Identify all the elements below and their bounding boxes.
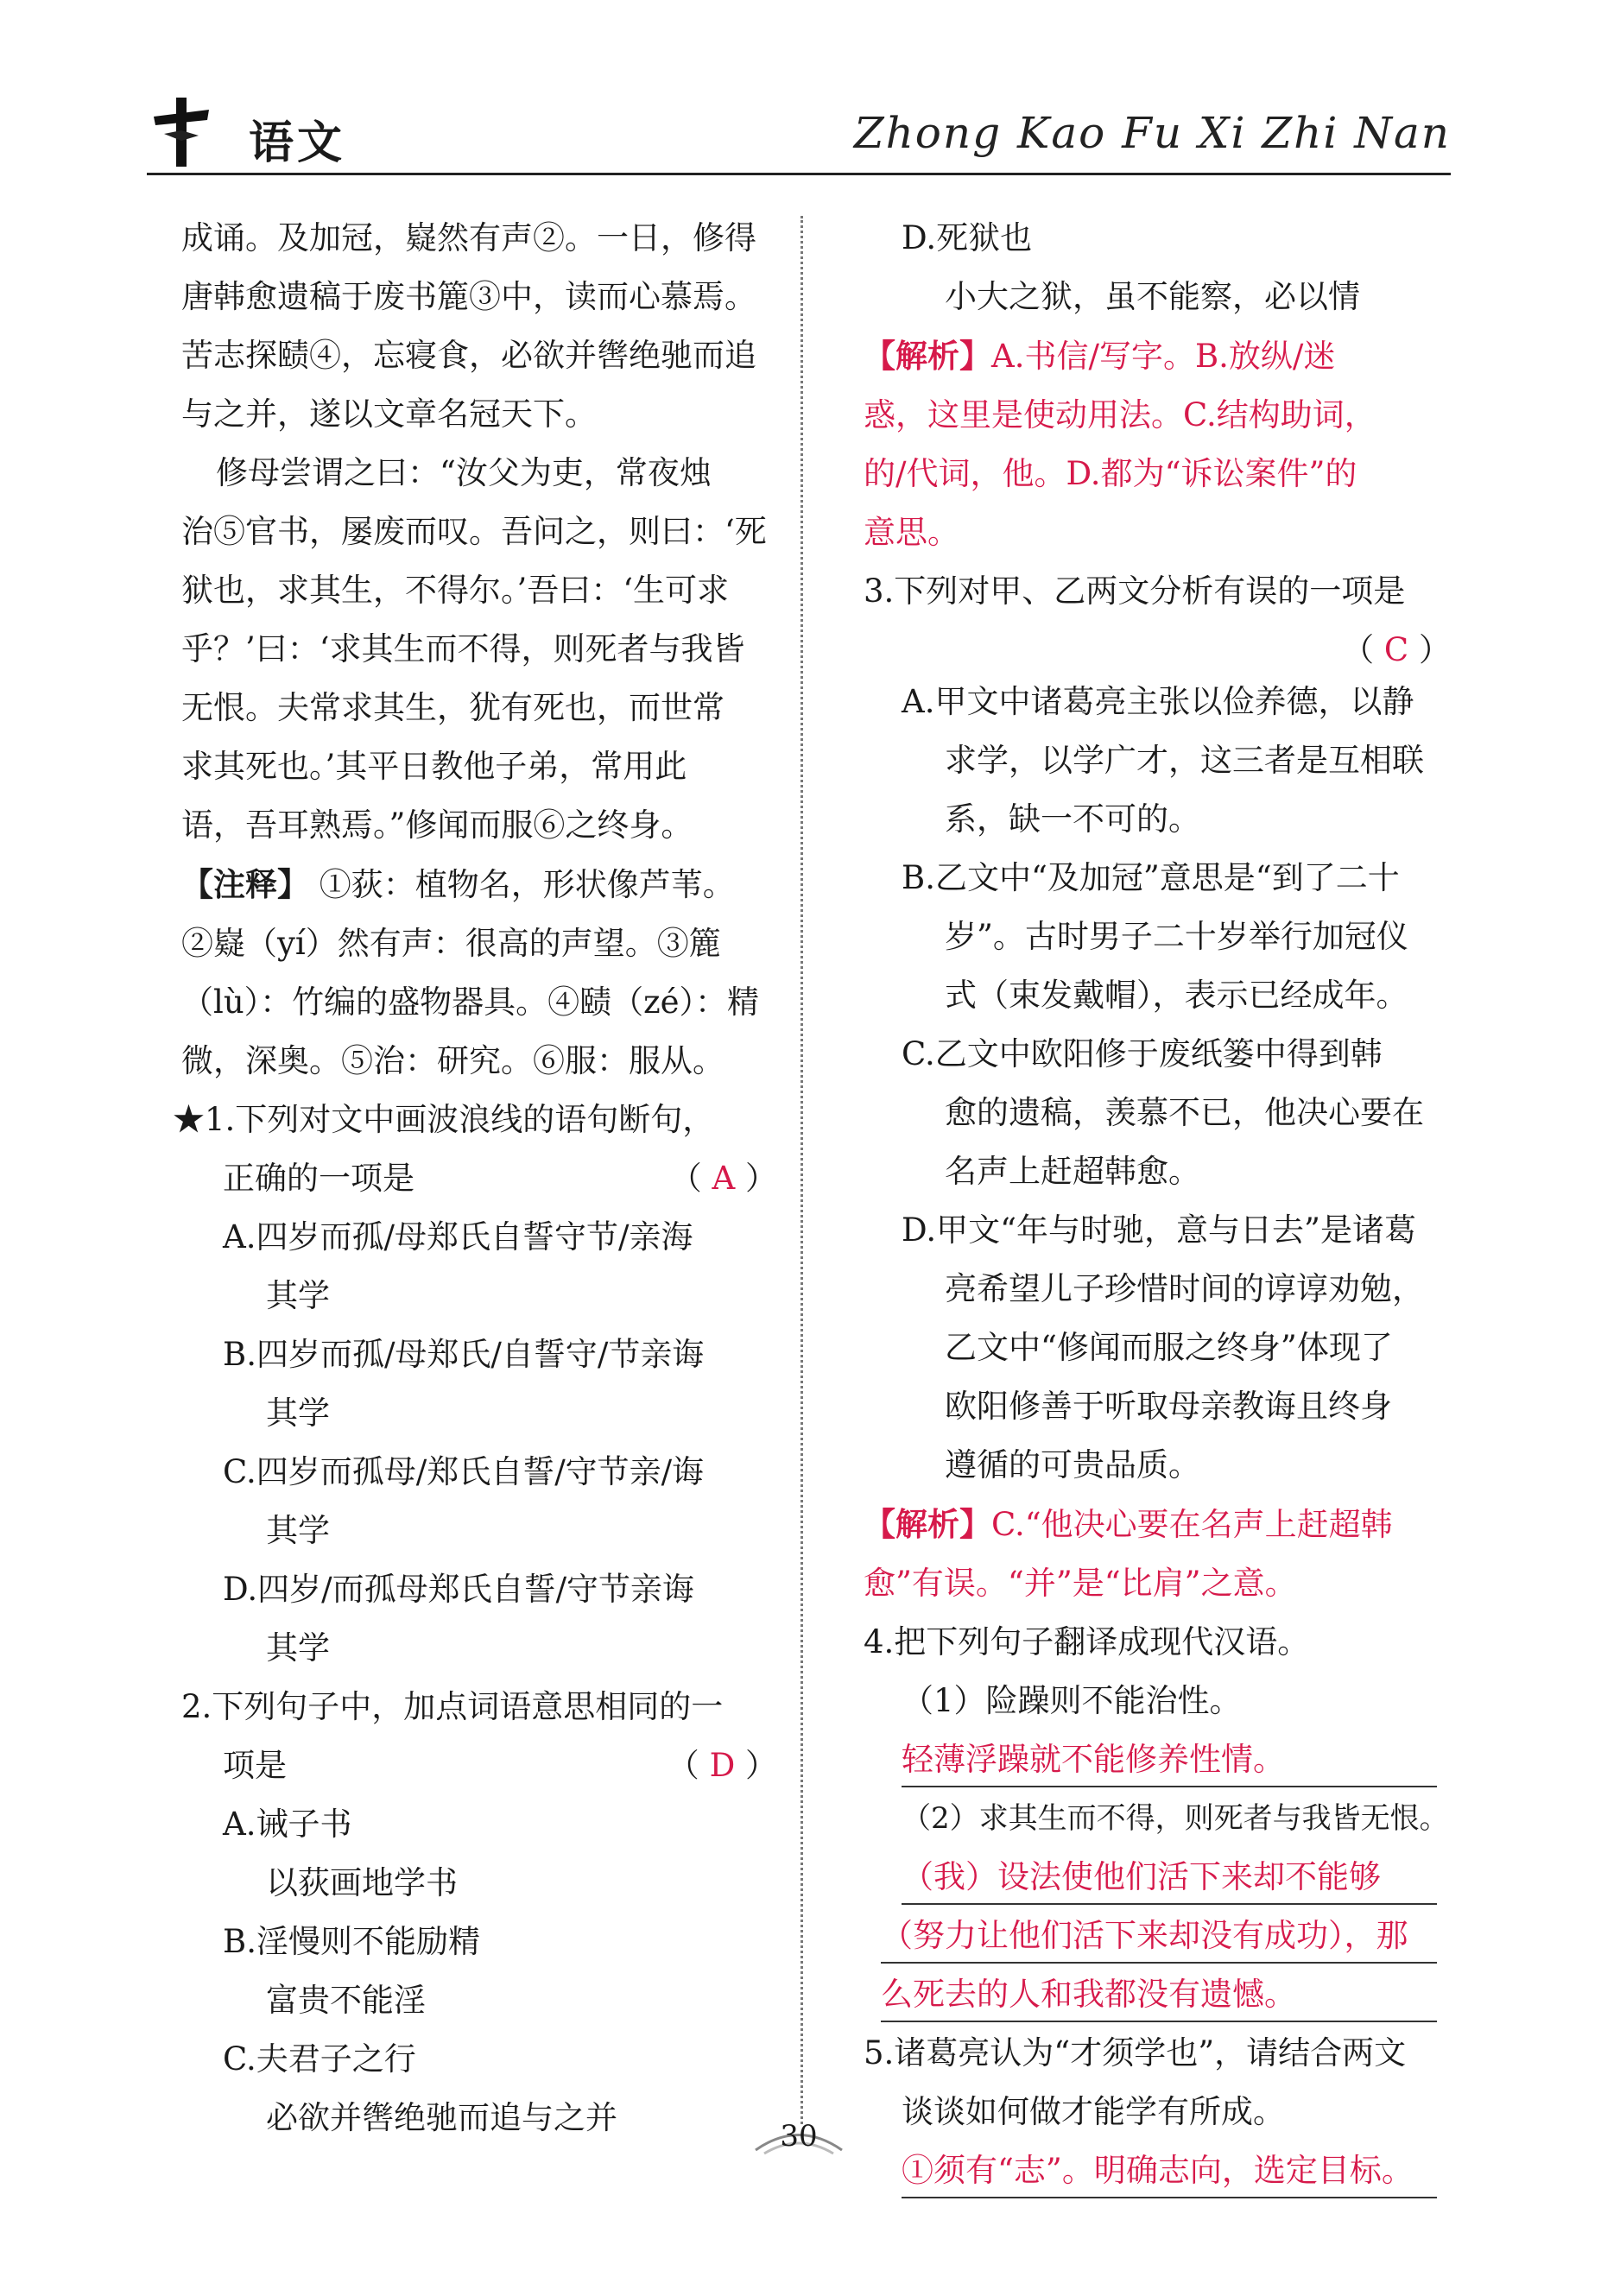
series-title: Zhong Kao Fu Xi Zhi Nan — [853, 108, 1451, 158]
passage-line: 语，吾耳熟焉。”修闻而服⑥之终身。 — [181, 806, 693, 844]
option-line: 式（束发戴帽），表示已经成年。 — [945, 977, 1408, 1014]
passage-line: 唐韩愈遗稿于废书簏③中，读而心慕焉。 — [181, 278, 756, 315]
option-line: D.甲文“年与时驰，意与日去”是诸葛 — [902, 1211, 1416, 1249]
answer-bracket: （ A ） — [669, 1160, 777, 1197]
option-line: 乙文中“修闻而服之终身”体现了 — [945, 1329, 1393, 1366]
passage-line: 狱也，求其生，不得尔。’吾曰：‘生可求 — [181, 572, 730, 609]
option-line: B.淫慢则不能励精 — [223, 1923, 480, 1960]
option-line: 岁”。古时男子二十岁举行加冠仪 — [945, 918, 1408, 955]
passage-line: 苦志探赜④，忘寝食，必欲并辔绝驰而追 — [181, 337, 756, 374]
note-text: ①荻：植物名，形状像芦苇。 — [319, 866, 735, 903]
answer-line: （努力让他们活下来却没有成功），那 — [864, 1907, 1451, 1965]
answer-line: （我）设法使他们活下来却不能够 — [864, 1848, 1451, 1907]
option-line: 其学 — [266, 1277, 330, 1314]
option-line: 富贵不能淫 — [266, 1982, 426, 2019]
analysis-line: 愈”有误。“并”是“比肩”之意。 — [864, 1565, 1297, 1602]
passage-line: 与之并，遂以文章名冠天下。 — [181, 395, 597, 433]
notes-line — [181, 855, 777, 914]
option-line: 其学 — [266, 1629, 330, 1667]
book-logo-icon — [147, 91, 216, 168]
option-line: C.夫君子之行 — [223, 2040, 416, 2078]
option-line: 其学 — [266, 1395, 330, 1432]
analysis-line: 惑，这里是使动用法。C.结构助词， — [864, 396, 1376, 433]
column-divider — [800, 216, 803, 2124]
question-5-stem-cont: 谈谈如何做才能学有所成。 — [902, 2093, 1285, 2130]
option-line: 小大之狱，虽不能察，必以情 — [945, 278, 1360, 315]
option-line: B.四岁而孤/母郑氏/自誓守/节亲诲 — [223, 1336, 705, 1373]
notes-line: （lù）：竹编的盛物器具。④赜（zé）：精 — [181, 984, 760, 1021]
passage-line: 治⑤官书，屡废而叹。吾问之，则曰：‘死 — [181, 513, 767, 550]
question-1-stem-cont: 正确的一项是 （ A ） — [181, 1149, 777, 1208]
option-line: A.甲文中诸葛亮主张以俭养德，以静 — [902, 683, 1414, 720]
passage-line: 乎？’曰：‘求其生而不得，则死者与我皆 — [181, 630, 745, 667]
subject-title: 语文 — [249, 117, 346, 169]
option-line: 以荻画地学书 — [266, 1864, 458, 1901]
question-4-stem: 4.把下列句子翻译成现代汉语。 — [864, 1623, 1310, 1660]
answer-choice: D — [709, 1747, 736, 1784]
option-line: 亮希望儿子珍惜时间的谆谆劝勉， — [945, 1270, 1424, 1307]
question-2-stem-cont: 项是 （ D ） — [181, 1736, 777, 1795]
option-line: 愈的遗稿，羡慕不已，他决心要在 — [945, 1094, 1424, 1131]
option-line: C.乙文中欧阳修于废纸篓中得到韩 — [902, 1035, 1383, 1072]
answer-bracket: （ C ） — [1342, 631, 1451, 668]
notes-line: ②嶷（yí）然有声：很高的声望。③簏 — [181, 925, 721, 962]
analysis-line: 的/代词，他。D.都为“诉讼案件”的 — [864, 455, 1357, 492]
passage-line: 无恨。夫常求其生，犹有死也，而世常 — [181, 689, 725, 726]
option-line: 系，缺一不可的。 — [945, 800, 1200, 838]
question-5-stem: 5.诸葛亮认为“才须学也”，请结合两文 — [864, 2034, 1407, 2071]
option-line: B.乙文中“及加冠”意思是“到了二十 — [902, 859, 1400, 896]
analysis-label: 【解析】 — [864, 337, 991, 375]
page-number: 30 — [780, 2119, 818, 2154]
page-header — [147, 82, 1451, 177]
analysis-line: 意思。 — [864, 514, 959, 551]
header-rule — [147, 173, 1451, 175]
question-2-stem: 2.下列句子中，加点词语意思相同的一 — [181, 1688, 724, 1725]
option-line: D.四岁/而孤母郑氏自誓/守节亲诲 — [223, 1571, 695, 1608]
answer-line: 轻薄浮躁就不能修养性情。 — [864, 1730, 1451, 1789]
option-line: 欧阳修善于听取母亲教诲且终身 — [945, 1388, 1392, 1425]
passage-line: 修母尝谓之曰：“汝父为吏，常夜烛 — [216, 454, 712, 491]
sentence-2: （2）求其生而不得，则死者与我皆无恨。 — [902, 1801, 1449, 1836]
option-line: 必欲并辔绝驰而追与之并 — [266, 2099, 617, 2136]
passage-line: 求其死也。’其平日教他子弟，常用此 — [181, 748, 687, 785]
answer-choice: A — [712, 1160, 736, 1197]
option-line: 名声上赶超韩愈。 — [945, 1153, 1200, 1190]
notes-label: 【注释】 — [181, 865, 309, 903]
passage-line: 成诵。及加冠，嶷然有声②。一日，修得 — [181, 219, 756, 256]
answer-line: ①须有“志”。明确志向，选定目标。 — [864, 2141, 1451, 2200]
answer-line: 么死去的人和我都没有遗憾。 — [864, 1965, 1451, 2024]
option-line: C.四岁而孤母/郑氏自誓/守节亲/诲 — [223, 1453, 705, 1490]
question-1-stem: ★1.下列对文中画波浪线的语句断句， — [173, 1101, 715, 1138]
answer-bracket: （ D ） — [667, 1747, 777, 1784]
option-line: A.诫子书 — [223, 1806, 352, 1843]
notes-line: 微，深奥。⑤治：研究。⑥服：服从。 — [181, 1042, 725, 1079]
page-number-badge — [751, 2116, 846, 2167]
analysis-line: 【解析】C.“他决心要在名声上赶超韩 — [864, 1505, 1393, 1543]
option-line: D.死狱也 — [902, 219, 1033, 256]
question-3-stem: 3.下列对甲、乙两文分析有误的一项是 — [864, 572, 1406, 610]
analysis-label: 【解析】 — [864, 1505, 991, 1543]
option-line: 遵循的可贵品质。 — [945, 1446, 1200, 1483]
question-3-answer — [864, 621, 1451, 673]
right-column — [864, 209, 1451, 2200]
sentence-1: （1）险躁则不能治性。 — [902, 1682, 1242, 1719]
analysis-line: 【解析】A.书信/写字。B.放纵/迷 — [864, 337, 1336, 375]
option-line: 求学，以学广才，这三者是互相联 — [945, 742, 1424, 779]
option-line: 其学 — [266, 1512, 330, 1549]
answer-choice: C — [1383, 631, 1409, 668]
left-column — [173, 209, 777, 2147]
option-line: A.四岁而孤/母郑氏自誓守节/亲海 — [223, 1218, 693, 1256]
